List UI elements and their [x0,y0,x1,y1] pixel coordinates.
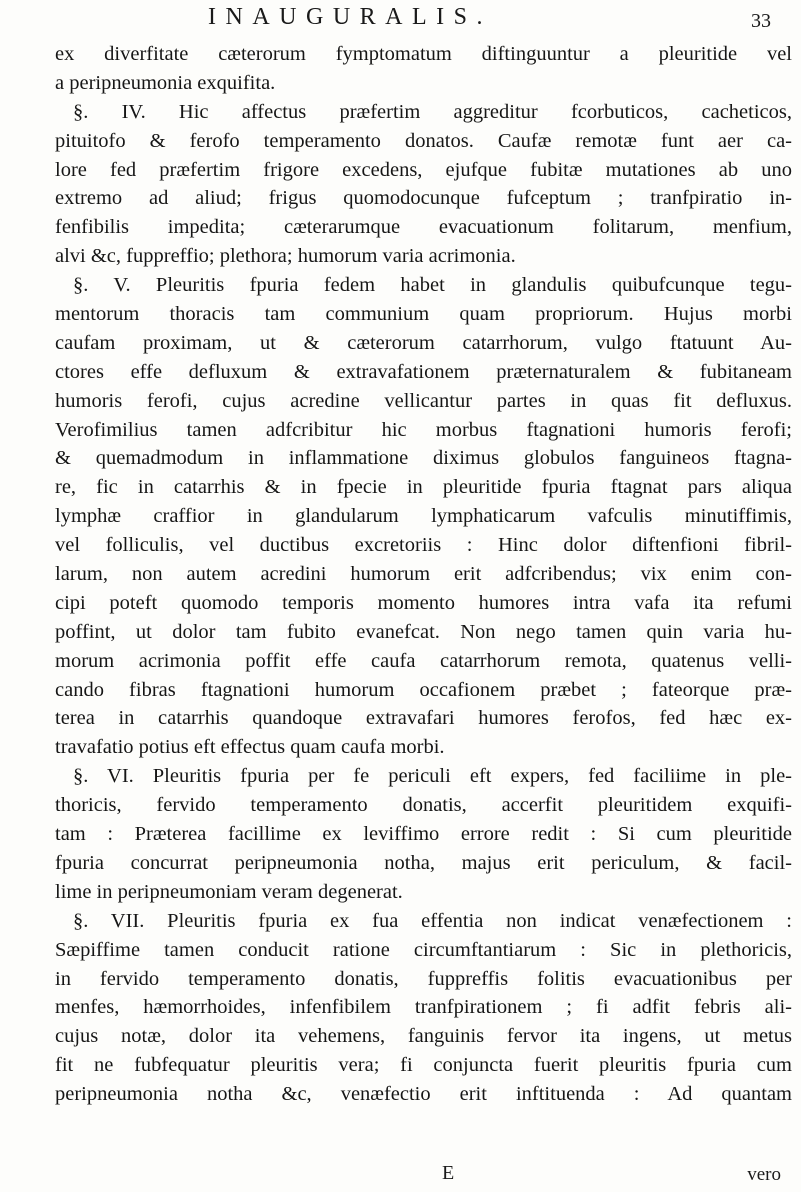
text-line: peripneumonia notha &c, venæfectio erit inftituenda : Ad quantam [55,1083,792,1106]
page-number: 33 [751,10,771,32]
signature-mark: E [442,1162,455,1184]
page-footer [0,1162,801,1190]
text-line: fpuria concurrat peripneumonia notha, majus erit periculum, & facil- [55,851,792,874]
text-line: caufam proximam, ut & cæterorum catarrhorum, vulgo ftatuunt Au- [55,331,792,354]
text-line: larum, non autem acredini humorum erit adfcribendus; vix enim con- [55,563,792,586]
text-line: in fervido temperamento donatis, fuppreffis folitis evacuationibus per [55,967,792,990]
text-line: thoricis, fervido temperamento donatis, accerfit pleuritidem exquifi- [55,794,792,817]
text-line: ctores effe defluxum & extravafationem præternaturalem & fubitaneam [55,360,792,383]
text-line: menfes, hæmorrhoides, infenfibilem tranfpirationem ; fi adfit febris ali- [55,996,792,1019]
section-heading-line: §. V. Pleuritis fpuria fedem habet in glandulis quibufcunque tegu- [73,274,792,297]
text-line: travafatio potius eft effectus quam caufa morbi. [55,736,445,759]
body-text [55,40,792,1109]
text-line: vel folliculis, vel ductibus excretoriis : Hinc dolor diftenfioni fibril- [55,534,792,557]
text-line: & quemadmodum in inflammatione diximus globulos fanguineos ftagna- [55,447,792,470]
section-heading-line: §. VI. Pleuritis fpuria per fe periculi eft expers, fed faciliime in ple- [73,765,792,788]
text-line: re, fic in catarrhis & in fpecie in pleuritide fpuria ftagnat pars aliqua [55,476,792,499]
running-title: INAUGURALIS. [208,4,492,30]
text-line: lymphæ craffior in glandularum lymphaticarum vafculis minutiffimis, [55,505,792,528]
text-line: terea in catarrhis quandoque extravafari humores ferofos, fed hæc ex- [55,707,792,730]
text-line: ex diverfitate cæterorum fymptomatum diftinguuntur a pleuritide vel [55,43,792,65]
text-line: morum acrimonia poffit effe caufa catarrhorum remota, quatenus velli- [55,649,792,672]
section-heading-line: §. IV. Hic affectus præfertim aggreditur fcorbuticos, cacheticos, [73,100,792,123]
text-line: humoris ferofi, cujus acredine vellicantur partes in quas fit defluxus. [55,389,792,412]
text-line: lime in peripneumoniam veram degenerat. [55,880,403,903]
text-line: pituitofo & ferofo temperamento donatos. Caufæ remotæ funt aer ca- [55,129,792,152]
text-line: cando fibras ftagnationi humorum occafionem præbet ; fateorque præ- [55,678,792,701]
text-line: fit ne fubfequatur pleuritis vera; fi conjuncta fuerit pleuritis fpuria cum [55,1054,792,1077]
text-line: a peripneumonia exquifita. [55,71,276,94]
text-line: poffint, ut dolor tam fubito evanefcat. Non nego tamen quin varia hu- [55,620,792,643]
section-heading-line: §. VII. Pleuritis fpuria ex fua effentia non indicat venæfectionem : [73,909,792,932]
text-line: alvi &c, fuppreffio; plethora; humorum varia acrimonia. [55,245,516,268]
running-head [0,4,801,38]
text-line: Verofimilius tamen adfcribitur hic morbus ftagnationi humoris ferofi; [55,418,792,441]
text-line: tam : Præterea facillime ex leviffimo errore redit : Si cum pleuritide [55,823,792,846]
text-line: cujus notæ, dolor ita vehemens, fanguinis fervor ita ingens, ut metus [55,1025,792,1048]
catchword: vero [747,1164,781,1185]
text-line: extremo ad aliud; frigus quomodocunque fufceptum ; tranfpiratio in- [55,187,792,210]
text-line: mentorum thoracis tam communium quam propriorum. Hujus morbi [55,303,792,326]
text-line: fenfibilis impedita; cæterarumque evacuationum folitarum, menfium, [55,216,792,239]
text-line: Sæpiffime tamen conducit ratione circumftantiarum : Sic in plethoricis, [55,938,792,961]
text-line: cipi poteft quomodo temporis momento humores intra vafa ita refumi [55,591,792,614]
text-line: lore fed præfertim frigore excedens, ejufque fubitæ mutationes ab uno [55,158,792,181]
